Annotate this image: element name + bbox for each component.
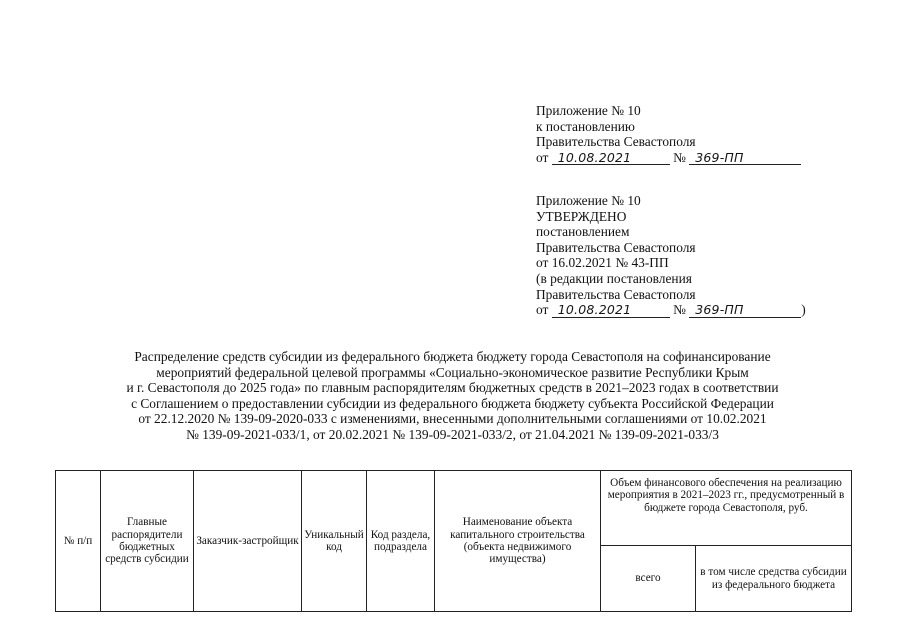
handwritten-date: 10.08.2021: [557, 302, 632, 318]
handwritten-number: 369-ПП: [695, 149, 744, 165]
original-resolution: от 16.02.2021 № 43-ПП: [536, 255, 669, 271]
edition-note: (в редакции постановления: [536, 270, 692, 286]
appendix-government: Правительства Севастополя: [536, 134, 696, 150]
header-col-total: всего: [601, 546, 696, 612]
number-label: №: [673, 149, 686, 165]
date-blank: [552, 150, 670, 165]
document-title: [40, 349, 865, 443]
by-resolution: постановлением: [536, 224, 630, 240]
closing-paren: ): [801, 302, 806, 318]
title-line: № 139-09-2021-033/1, от 20.02.2021 № 139-09-2021-033/2, от 21.04.2021 № 139-09-2021-033/3: [186, 426, 719, 442]
header-col-financing-volume: Объем финансового обеспечения на реализацию мероприятия в 2021–2023 гг., предусмотренный в бюджете города Севастополя, руб.: [601, 471, 852, 546]
appendix-number: Приложение № 10: [536, 103, 641, 118]
title-line: и г. Севастополя до 2025 года» по главным распорядителям бюджетных средств в 2021–2023 годах в соответствии: [126, 380, 779, 396]
number-blank: [689, 150, 801, 165]
header-col-customer: Заказчик-застройщик: [194, 471, 302, 612]
appendix-block-approved: [536, 193, 836, 318]
header-col-object-name: Наименование объекта капитального строительства (объекта недвижимого имущества): [435, 471, 601, 612]
appendix-number: Приложение № 10: [536, 193, 641, 208]
table-header-row: [56, 471, 852, 546]
header-col-federal-subsidy: в том числе средства субсидии из федерального бюджета: [696, 546, 852, 612]
header-col-managers: Главные распорядители бюджетных средств субсидии: [101, 471, 194, 612]
header-col-number: № п/п: [56, 471, 101, 612]
from-label: от: [536, 149, 549, 165]
appendix-to-resolution: к постановлению: [536, 118, 635, 134]
header-col-section-code: Код раздела, подраздела: [367, 471, 435, 612]
date-blank: [552, 303, 670, 318]
approved-label: УТВЕРЖДЕНО: [536, 208, 627, 224]
appendix-block-current: [536, 103, 836, 165]
handwritten-number: 369-ПП: [695, 302, 744, 318]
title-line: Распределение средств субсидии из федерального бюджета бюджету города Севастополя на софинансирование: [134, 349, 771, 364]
title-line: мероприятий федеральной целевой программы «Социально-экономическое развитие Республики Крым: [156, 364, 749, 380]
distribution-table: [55, 470, 852, 612]
from-label: от: [536, 302, 549, 318]
header-col-unique-code: Уникальный код: [302, 471, 367, 612]
title-line: от 22.12.2020 № 139-09-2020-033 с изменениями, внесенными дополнительными соглашениями от 10.02.2021: [138, 411, 767, 427]
edition-government: Правительства Севастополя: [536, 286, 696, 302]
appendix-date-line: [536, 150, 836, 166]
title-line: с Соглашением о предоставлении субсидии из федерального бюджета бюджету субъекта Российской Федерации: [131, 395, 774, 411]
number-label: №: [673, 302, 686, 318]
appendix-date-line: [536, 302, 836, 318]
appendix-government: Правительства Севастополя: [536, 239, 696, 255]
number-blank: [689, 303, 801, 318]
handwritten-date: 10.08.2021: [557, 149, 632, 165]
